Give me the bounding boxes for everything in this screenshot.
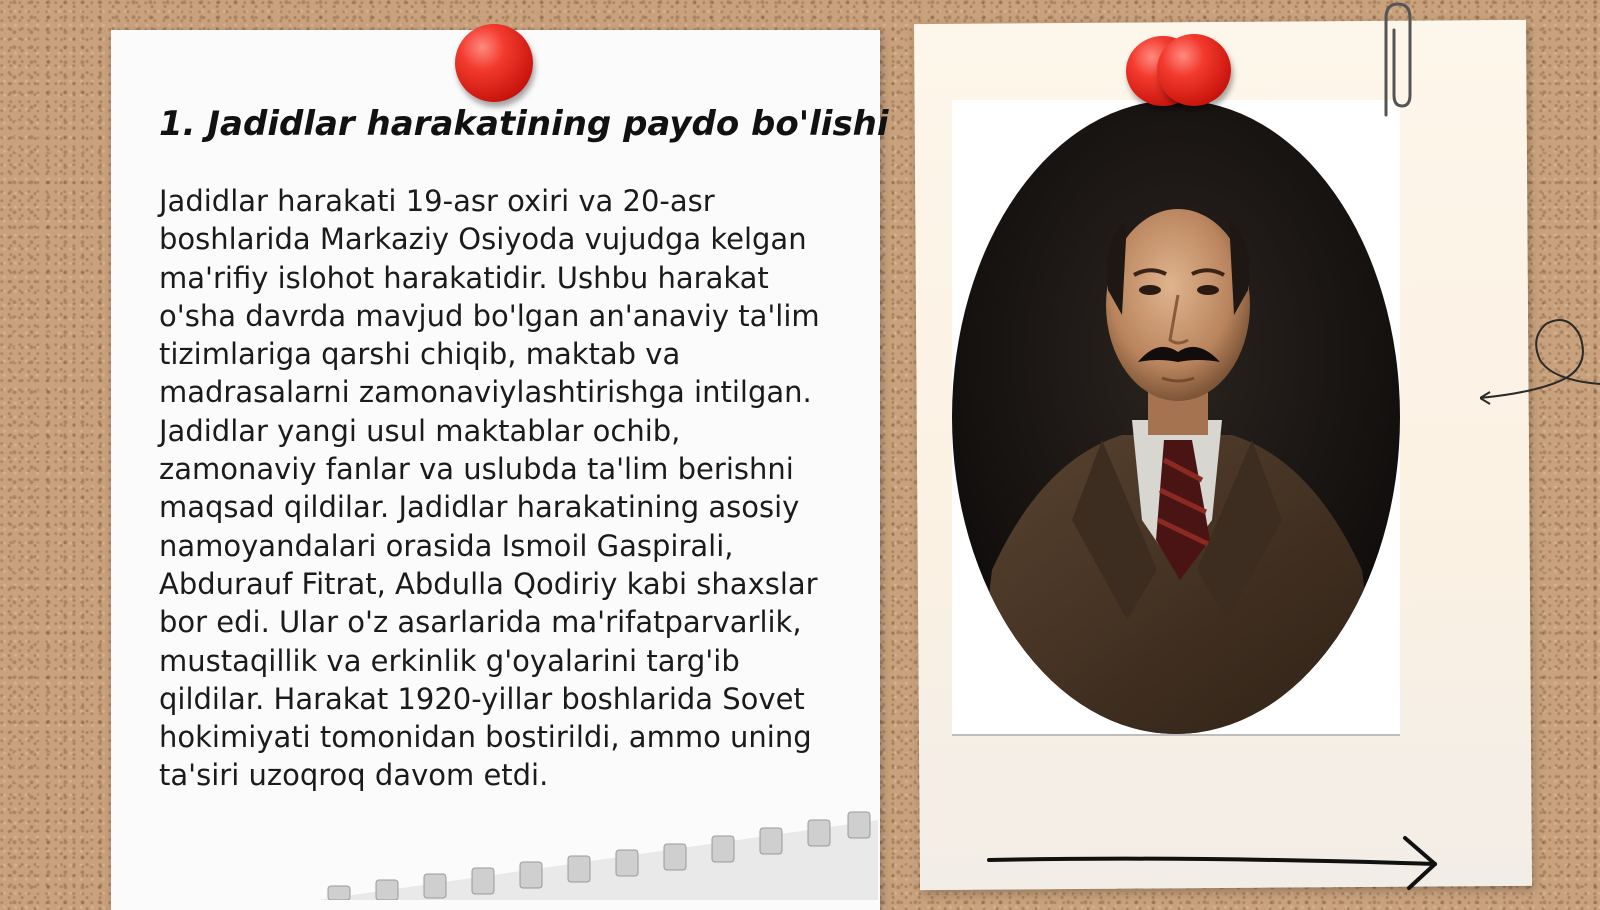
slide-body-text: Jadidlar harakati 19-asr oxiri va 20-asr boshlarida Markaziy Osiyoda vujudga kelgan ma'rifiy islohot harakatidir. Ushbu harakat o'sha davrda mavjud bo'lgan an'anaviy ta'lim tizimlariga qarshi chiqib, maktab va madrasalarni zamonaviylashtirishga intilgan. Jadidlar yangi usul maktablar ochib, zamonaviy fanlar va uslubda ta'lim berishni maqsad qildilar. Jadidlar harakatining asosiy namoyandalari orasida Ismoil Gaspirali, Abdurauf Fitrat, Abdulla Qodiriy kabi shaxslar bor edi. Ular o'z asarlarida ma'rifatparvarlik, mustaqillik va erkinlik g'oyalarini targ'ib qildilar. Harakat 1920-yillar boshlarida Sovet hokimiyati tomonidan bostirildi, ammo uning ta'siri uzoqroq davom etdi. — [159, 184, 820, 793]
arrow-right-icon — [985, 832, 1445, 892]
push-pin-icon — [1157, 34, 1231, 106]
slide-title: 1. Jadidlar harakatining paydo bo'lishi — [159, 104, 889, 144]
notebook-binding-strip — [318, 800, 878, 900]
portrait-photo — [952, 100, 1400, 734]
push-pin-icon — [455, 24, 533, 102]
text-note-card — [111, 30, 889, 910]
paperclip-icon — [1372, 0, 1422, 120]
swirl-doodle-icon — [1480, 306, 1600, 406]
